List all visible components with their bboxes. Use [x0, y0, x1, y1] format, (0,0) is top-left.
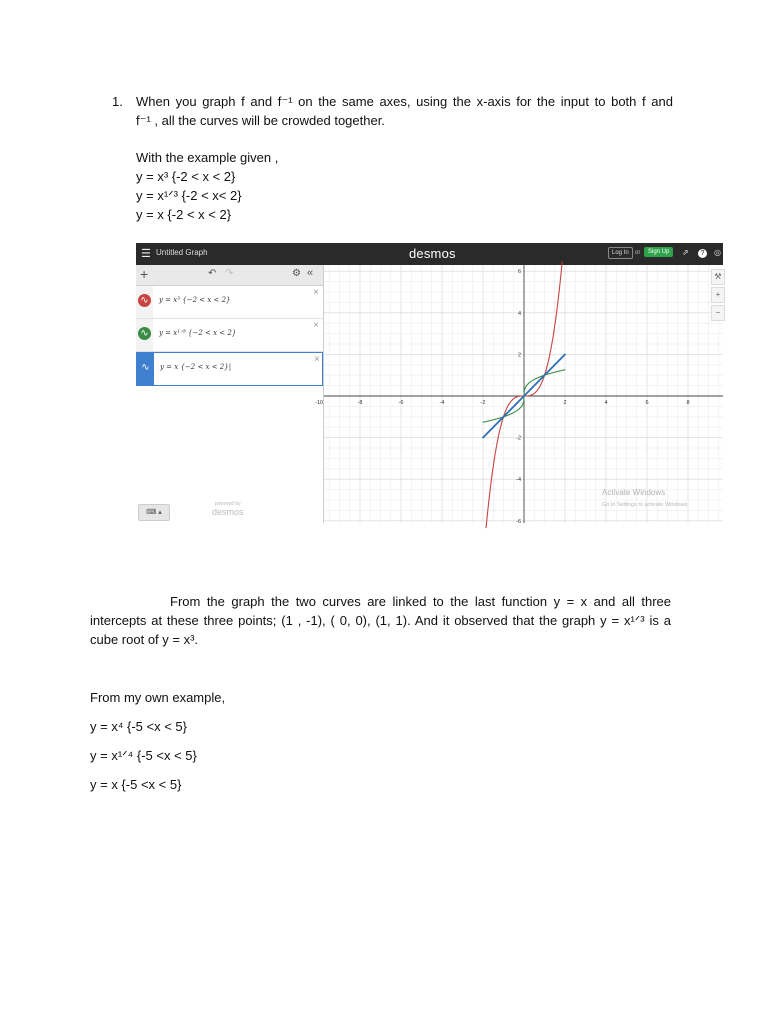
- graph-canvas[interactable]: [315, 265, 723, 525]
- x-tick-label: -6: [398, 400, 404, 406]
- y-tick-label: 4: [517, 310, 521, 317]
- expression-row-1[interactable]: [136, 286, 323, 319]
- x-tick-label: -8: [357, 400, 363, 406]
- powered-by-logo: desmos: [212, 507, 244, 517]
- settings-icon[interactable]: ⚙: [292, 268, 301, 279]
- collapse-panel-button[interactable]: «: [307, 267, 314, 279]
- example-equation-3: y = x {-2 < x < 2}: [136, 207, 232, 222]
- example-equation-2: y = x¹ᐟ³ {-2 < x< 2}: [136, 188, 242, 203]
- menu-icon[interactable]: ☰: [141, 248, 151, 260]
- powered-by-desmos: [212, 501, 244, 517]
- expression-color-swatch[interactable]: [137, 353, 154, 385]
- signup-button[interactable]: Sign Up: [644, 247, 673, 257]
- desmos-logo: desmos: [409, 246, 456, 261]
- y-tick-label: -2: [516, 435, 521, 442]
- x-tick-label: -2: [480, 400, 486, 406]
- remove-expression-icon[interactable]: ×: [313, 287, 319, 298]
- expression-panel: [136, 265, 324, 523]
- observation-line-3: cube root of y = x³.: [90, 632, 199, 647]
- example-equation-1: y = x³ {-2 < x < 2}: [136, 169, 236, 184]
- y-tick-label: 6: [517, 269, 521, 276]
- or-text: or: [635, 250, 641, 256]
- y-tick-label: -4: [516, 477, 521, 484]
- question-line-2: f⁻¹ , all the curves will be crowded together.: [136, 113, 385, 128]
- x-tick-label: -10: [315, 400, 323, 406]
- redo-button[interactable]: ↷: [225, 268, 234, 279]
- x-tick-label: -4: [439, 400, 445, 406]
- powered-by-text: powered by: [214, 501, 241, 507]
- expression-color-swatch[interactable]: [136, 319, 153, 351]
- help-icon[interactable]: ?: [698, 249, 707, 258]
- own-example-equation-3: y = x {-5 <x < 5}: [90, 777, 182, 792]
- x-tick-label: 2: [563, 400, 567, 406]
- observation-line-2: intercepts at these three points; (1 , -1), ( 0, 0), (1, 1). And it observed that the graph y = x¹ᐟ³ is a: [90, 613, 671, 628]
- watermark-title: Activate Windows: [602, 488, 666, 497]
- desmos-header: [136, 243, 723, 265]
- curve-icon: ∿: [138, 327, 151, 340]
- x-tick-label: 4: [604, 400, 608, 406]
- question-line-1: When you graph f and f⁻¹ on the same axes, using the x-axis for the input to both f and: [136, 94, 673, 109]
- expression-toolbar: [136, 265, 323, 286]
- own-example-equation-2: y = x¹ᐟ⁴ {-5 <x < 5}: [90, 748, 197, 763]
- example-intro: With the example given ,: [136, 150, 279, 165]
- share-icon[interactable]: ⇗: [682, 248, 689, 257]
- watermark-subtitle: Go to Settings to activate Windows.: [602, 502, 689, 508]
- graph-title[interactable]: Untitled Graph: [156, 248, 208, 257]
- remove-expression-icon[interactable]: ×: [313, 320, 319, 331]
- language-icon[interactable]: ◎: [714, 248, 721, 257]
- expression-formula[interactable]: y = x³ {−2 < x < 2}: [159, 296, 231, 304]
- zoom-out-button[interactable]: −: [711, 305, 725, 321]
- expression-row-2[interactable]: [136, 319, 323, 352]
- graph-settings-wrench-icon[interactable]: ⚒: [711, 269, 725, 285]
- zoom-in-button[interactable]: +: [711, 287, 725, 303]
- x-tick-label: 6: [645, 400, 649, 406]
- undo-button[interactable]: ↶: [208, 268, 217, 279]
- add-expression-button[interactable]: +: [140, 266, 149, 282]
- curve-icon: ∿: [141, 362, 150, 373]
- question-number: 1.: [112, 94, 123, 109]
- expression-formula[interactable]: y = x¹ᐟ³ {−2 < x < 2}: [159, 329, 237, 337]
- remove-expression-icon[interactable]: ×: [314, 354, 320, 365]
- own-example-equation-1: y = x⁴ {-5 <x < 5}: [90, 719, 188, 734]
- curve-icon: ∿: [138, 294, 151, 307]
- own-example-intro: From my own example,: [90, 690, 226, 705]
- y-tick-label: 2: [517, 352, 521, 359]
- keyboard-toggle-button[interactable]: ⌨ ▴: [138, 504, 170, 521]
- desmos-screenshot: [136, 243, 723, 523]
- x-tick-label: 8: [686, 400, 690, 406]
- graph-background: [324, 265, 723, 523]
- expression-row-3[interactable]: [136, 352, 323, 386]
- expression-formula[interactable]: y = x {−2 < x < 2}|: [160, 363, 232, 371]
- expression-color-swatch[interactable]: [136, 286, 153, 318]
- y-tick-label: -6: [516, 518, 521, 525]
- login-button[interactable]: Log In: [608, 247, 633, 259]
- observation-line-1: From the graph the two curves are linked to the last function y = x and all three: [170, 594, 671, 609]
